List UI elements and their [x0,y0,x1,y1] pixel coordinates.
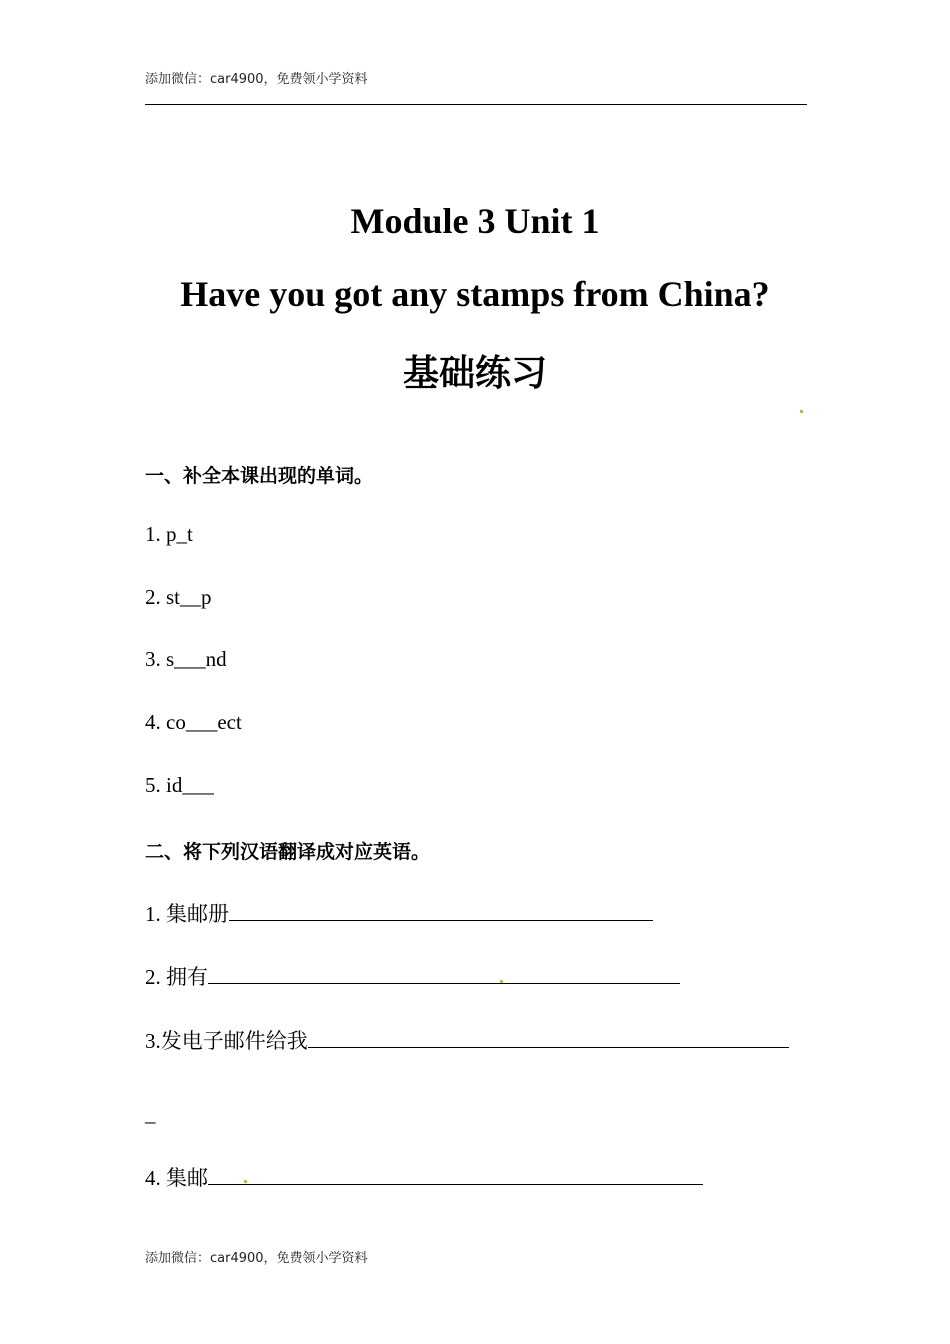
fill-word-item-5: 5. id___ [145,773,214,797]
header-rule [145,104,807,105]
answer-blank-4[interactable] [208,1164,703,1185]
translate-item-3 [145,1025,789,1055]
section1-heading: 一、补全本课出现的单词。 [145,465,374,487]
translate-item-4 [145,1162,703,1192]
answer-blank-2[interactable] [208,963,680,984]
translate-item-3-continuation: _ [145,1102,156,1126]
title-question: Have you got any stamps from China? [180,274,770,314]
header-note: 添加微信：car4900，免费领小学资料 [145,72,368,87]
decor-dot [244,1180,247,1183]
translate-item-3-label: 3.发电子邮件给我 [145,1029,308,1053]
translate-item-2 [145,961,680,991]
title-module-unit: Module 3 Unit 1 [350,201,600,241]
translate-item-2-label: 2. 拥有 [145,965,208,989]
decor-dot [800,410,803,413]
answer-blank-3[interactable] [308,1027,789,1048]
fill-word-item-2: 2. st__p [145,585,212,609]
section2-heading: 二、将下列汉语翻译成对应英语。 [145,841,431,863]
fill-word-item-3: 3. s___nd [145,647,227,671]
answer-blank-1[interactable] [229,900,653,921]
decor-dot [500,980,503,983]
footer-note: 添加微信：car4900，免费领小学资料 [145,1251,368,1266]
fill-word-item-4: 4. co___ect [145,710,242,734]
title-basic-practice: 基础练习 [402,353,547,394]
fill-word-item-1: 1. p_t [145,522,193,546]
translate-item-1-label: 1. 集邮册 [145,902,229,926]
translate-item-1 [145,898,653,928]
translate-item-4-label: 4. 集邮 [145,1166,208,1190]
